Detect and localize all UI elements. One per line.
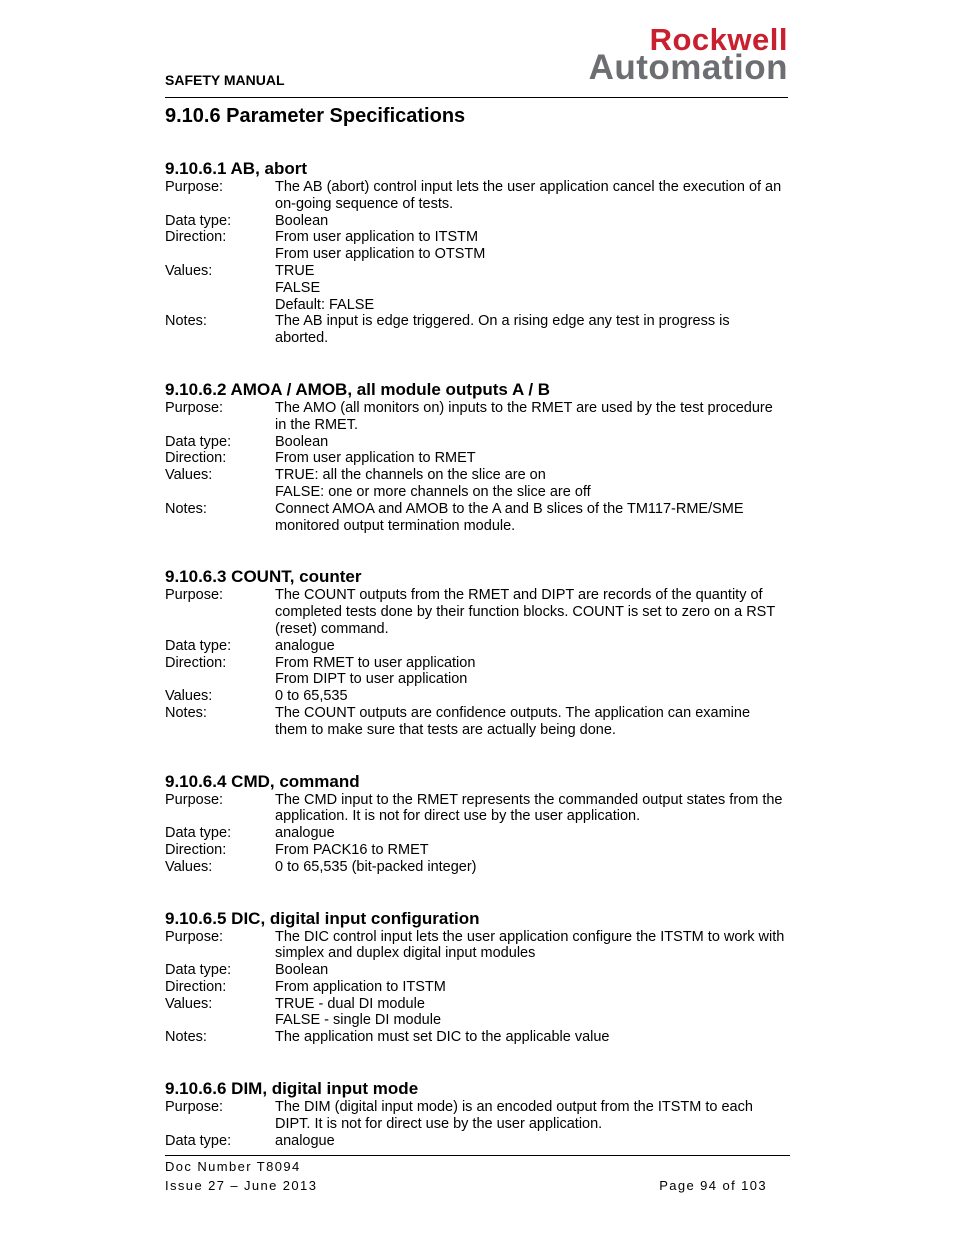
field-label: Values: [165,858,213,875]
logo-line-rockwell: Rockwell [649,22,788,57]
parameter-row [165,229,790,263]
field-value [275,313,790,347]
field-value [275,705,790,739]
section-title: 9.10.6 Parameter Specifications [165,105,466,127]
field-value-line: The DIC control input lets the user application configure the ITSTM to work with [275,928,785,945]
field-value-line: The COUNT outputs from the RMET and DIPT are records of the quantity of [275,587,763,604]
parameter-row [165,467,790,501]
parameter-title: 9.10.6.2 AMOA / AMOB, all module outputs A / B [165,379,551,399]
parameter-row [165,705,790,739]
field-label: Data type: [165,637,232,654]
parameter-row [165,996,790,1030]
field-label: Values: [165,688,213,705]
page-number: Page 94 of 103 [659,1178,767,1193]
field-value [275,501,790,535]
parameter-title: 9.10.6.6 DIM, digital input mode [165,1079,419,1099]
manual-label: SAFETY MANUAL [165,72,285,88]
field-label: Purpose: [165,791,224,808]
parameter-row [165,929,790,963]
parameter-row [165,962,790,979]
field-value [275,655,790,689]
field-value [275,842,790,859]
field-label: Values: [165,467,213,484]
field-value [275,263,790,313]
field-value-line: completed tests done by their function blocks. COUNT is set to zero on a RST [275,604,776,621]
field-label: Purpose: [165,587,224,604]
field-label: Purpose: [165,399,224,416]
field-value-line: Connect AMOA and AMOB to the A and B slices of the TM117-RME/SME [275,500,744,517]
field-value [275,792,790,826]
field-value-line: TRUE - dual DI module [275,995,425,1012]
field-label: Purpose: [165,928,224,945]
field-value-line: TRUE [275,262,315,279]
field-label: Purpose: [165,179,224,195]
field-value-line: The CMD input to the RMET represents the commanded output states from the [275,791,783,808]
parameter-row [165,825,790,842]
parameter-row [165,179,790,213]
field-value-line: analogue [275,825,335,842]
rockwell-automation-logo [554,22,788,87]
field-value-line: The COUNT outputs are confidence outputs. The application can examine [275,704,751,721]
parameter-section [165,1079,790,1149]
field-value-line: From RMET to user application [275,654,476,671]
field-value-line: analogue [275,637,335,654]
field-value [275,229,790,263]
parameter-section [165,909,790,1047]
parameter-title: 9.10.6.5 DIC, digital input configuration [165,908,480,928]
parameter-section [165,567,790,738]
field-label: Notes: [165,500,207,517]
field-value-line: From DIPT to user application [275,671,468,688]
field-value [275,434,790,451]
field-value-line: FALSE - single DI module [275,1012,442,1029]
field-value-line: 0 to 65,535 (bit-packed integer) [275,858,477,875]
main-content [165,102,790,1149]
field-value [275,400,790,434]
parameter-row [165,842,790,859]
parameter-section [165,159,790,347]
parameter-row [165,1029,790,1046]
logo-line-automation: Automation [588,48,788,87]
field-value [275,996,790,1030]
field-value-line: From user application to ITSTM [275,229,479,246]
field-value [275,638,790,655]
parameter-row [165,1099,790,1133]
field-value-line: them to make sure that tests are actually being done. [275,721,616,738]
field-value-line: Boolean [275,212,329,229]
parameter-row [165,400,790,434]
field-label: Direction: [165,841,227,858]
field-value [275,587,790,637]
field-value-line: Boolean [275,962,329,979]
field-value [275,859,790,876]
field-label: Direction: [165,654,227,671]
field-label: Data type: [165,433,232,450]
field-value [275,979,790,996]
parameter-title: 9.10.6.1 AB, abort [165,159,308,178]
field-value-line: From PACK16 to RMET [275,841,429,858]
field-value-line: The DIM (digital input mode) is an encoded output from the ITSTM to each [275,1099,753,1116]
page-header [165,0,788,98]
field-value-line: The application must set DIC to the applicable value [275,1029,610,1046]
field-value-line: From user application to RMET [275,450,476,467]
parameter-row [165,979,790,996]
field-value-line: analogue [275,1132,335,1149]
field-value-line: (reset) command. [275,620,389,637]
parameter-row [165,587,790,637]
field-label: Notes: [165,704,207,721]
field-value [275,179,790,213]
field-label: Direction: [165,978,227,995]
parameter-row [165,450,790,467]
field-value [275,962,790,979]
field-value [275,213,790,230]
field-value [275,929,790,963]
parameter-row [165,792,790,826]
field-value-line: The AB (abort) control input lets the user application cancel the execution of an [275,179,782,195]
field-value-line: FALSE: one or more channels on the slice are off [275,483,591,500]
field-label: Data type: [165,1132,232,1149]
field-value [275,467,790,501]
field-value [275,688,790,705]
field-label: Data type: [165,825,232,842]
parameter-section [165,772,790,876]
field-label: Direction: [165,450,227,467]
field-value [275,1099,790,1133]
field-value-line: aborted. [275,330,329,347]
issue-date: Issue 27 – June 2013 [165,1178,318,1193]
field-value-line: 0 to 65,535 [275,688,348,705]
field-value [275,1133,790,1150]
field-label: Values: [165,262,213,279]
field-value-line: simplex and duplex digital input modules [275,945,536,962]
parameter-row [165,638,790,655]
field-value-line: Default: FALSE [275,296,375,313]
field-value-line: Boolean [275,433,329,450]
field-value-line: FALSE [275,279,321,296]
field-value-line: monitored output termination module. [275,517,516,534]
parameter-row [165,213,790,230]
field-value-line: From user application to OTSTM [275,246,486,263]
parameter-row [165,263,790,313]
field-value [275,825,790,842]
field-label: Direction: [165,229,227,246]
parameter-section [165,380,790,534]
field-label: Notes: [165,313,207,330]
field-label: Notes: [165,1029,207,1046]
parameter-row [165,434,790,451]
field-value-line: application. It is not for direct use by the user application. [275,808,641,825]
field-label: Purpose: [165,1099,224,1116]
field-label: Values: [165,995,213,1012]
parameter-row [165,688,790,705]
parameter-title: 9.10.6.3 COUNT, counter [165,567,362,587]
field-value-line: From application to ITSTM [275,978,446,995]
parameter-row [165,313,790,347]
field-label: Data type: [165,962,232,979]
parameter-row [165,1133,790,1150]
parameter-title: 9.10.6.4 CMD, command [165,771,360,791]
field-value [275,1029,790,1046]
field-value-line: in the RMET. [275,416,358,433]
field-value [275,450,790,467]
field-value-line: The AB input is edge triggered. On a rising edge any test in progress is [275,313,730,330]
field-value-line: on-going sequence of tests. [275,195,454,212]
page-footer [165,1155,790,1195]
doc-number: Doc Number T8094 [165,1159,301,1174]
parameter-row [165,655,790,689]
field-label: Data type: [165,212,232,229]
field-value-line: DIPT. It is not for direct use by the user application. [275,1115,603,1132]
field-value-line: The AMO (all monitors on) inputs to the RMET are used by the test procedure [275,399,773,416]
field-value-line: TRUE: all the channels on the slice are on [275,467,546,484]
parameter-row [165,859,790,876]
parameter-list [165,159,790,1149]
parameter-row [165,501,790,535]
